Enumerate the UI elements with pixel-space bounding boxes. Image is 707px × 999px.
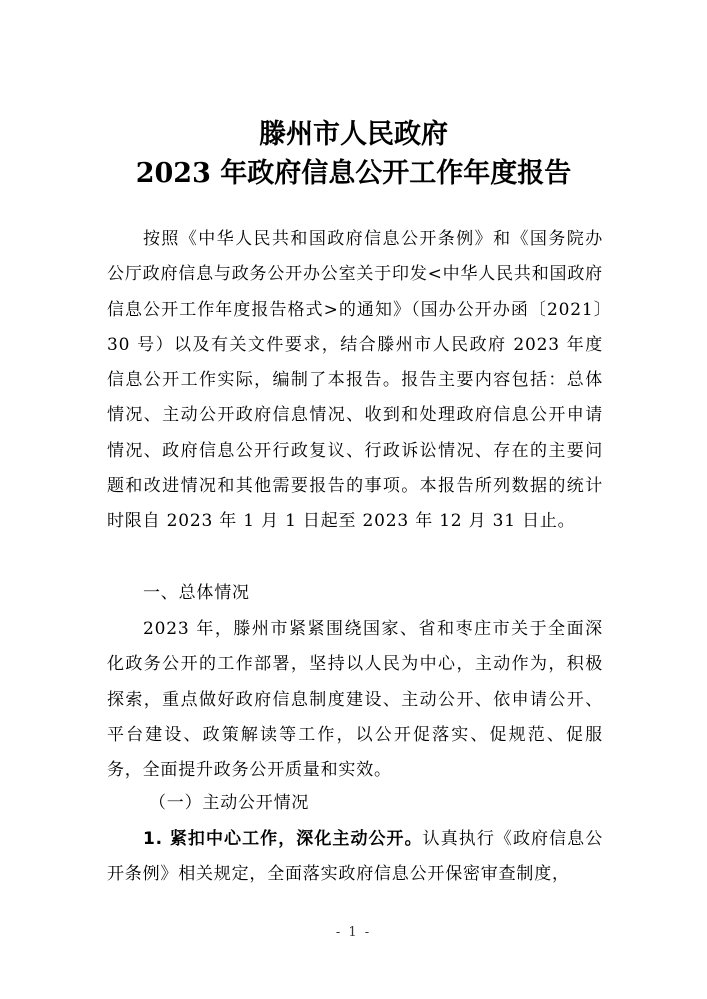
- intro-paragraph: 按照《中华人民共和国政府信息公开条例》和《国务院办公厅政府信息与政务公开办公室关于印发<中华人民共和国政府信息公开工作年度报告格式>的通知》（国办公开办函〔2021〕30 号）以及有关文件要求，结合滕州市人民政府 2023 年度信息公开工作实际，编制了本报告。报告主要内容包括：总体情况、主动公开政府信息情况、收到和处理政府信息公开申请情况、政府信息公开行政复议、行政诉讼情况、存在的主要问题和改进情况和其他需要报告的事项。本报告所列数据的统计时限自 2023 年 1 月 1 日起至 2023 年 12 月 31 日止。: [107, 229, 603, 532]
- document-title-line2: 2023 年政府信息公开工作年度报告: [135, 158, 572, 189]
- subsection-heading-active-disclosure: [149, 788, 309, 818]
- subsection-title: 主动公开情况: [202, 793, 310, 813]
- document-title-line1: 滕州市人民政府: [259, 119, 448, 150]
- overview-paragraph: 2023 年，滕州市紧紧围绕国家、省和枣庄市关于全面深化政务公开的工作部署，坚持以人民为中心，主动作为，积极探索，重点做好政府信息制度建设、主动公开、依申请公开、平台建设、政策解读等工作，以公开促落实、促规范、促服务，全面提升政务公开质量和实效。: [107, 619, 603, 781]
- item-paragraph: [107, 822, 603, 893]
- subsection-number: （一）: [149, 793, 203, 813]
- item-title: 1. 紧扣中心工作，深化主动公开。: [143, 829, 423, 849]
- section-heading-overview: 一、总体情况: [143, 583, 250, 603]
- page-number: - 1 -: [335, 925, 372, 940]
- item-text: 认真执行《政府信息公开条例》相关规定，全面落实政府信息公开保密审查制度，: [107, 829, 603, 885]
